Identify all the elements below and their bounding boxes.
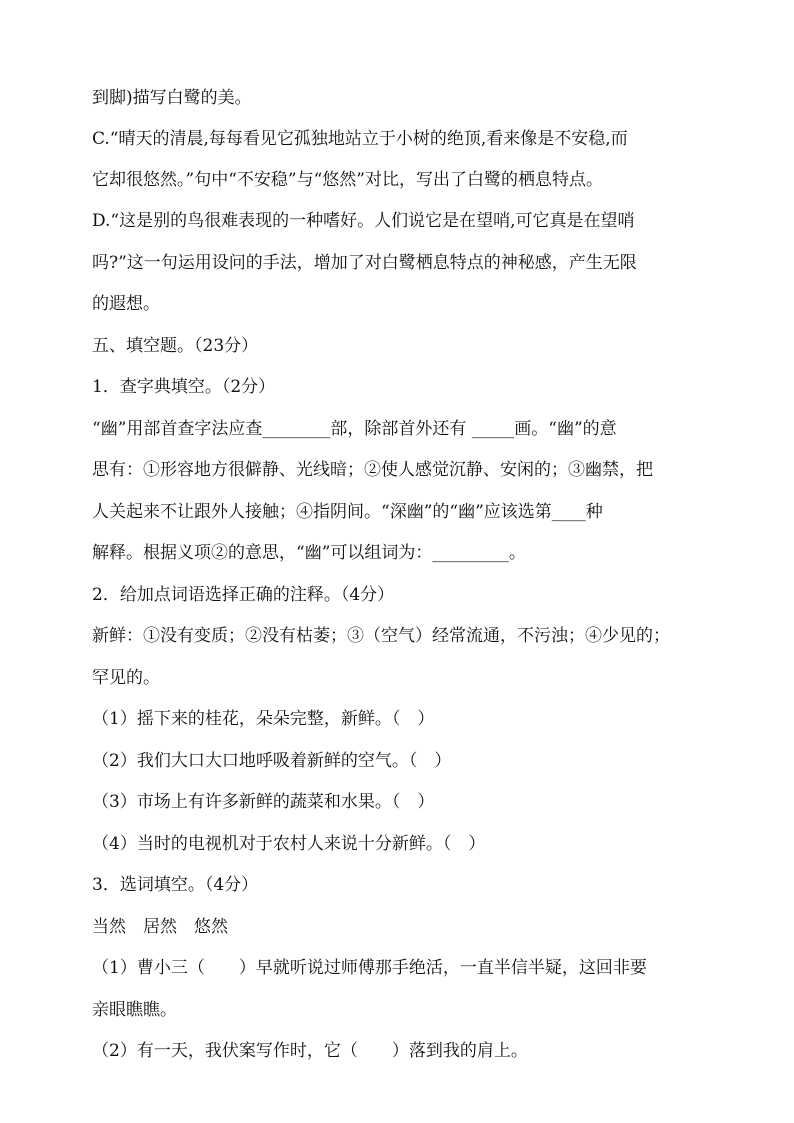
text-line: 到脚)描写白鹭的美。 [92, 88, 252, 108]
question-1-line-1: “幽”用部首查字法应查________部，除部首外还有 _____画。“幽”的意 [92, 419, 617, 439]
question-3-item-2: （2）有一天，我伏案写作时，它（ ）落到我的肩上。 [92, 1041, 528, 1061]
question-3-heading: 3．选词填空。（4分） [92, 875, 259, 895]
question-1-line-4: 解释。根据义项②的意思，“幽”可以组词为：_________。 [92, 543, 526, 563]
option-d-line-1: D.“这是别的鸟很难表现的一种嗜好。人们说它是在望哨,可它真是在望哨 [92, 211, 635, 231]
section-five-heading: 五、填空题。（23分） [92, 336, 259, 356]
question-3-word-bank: 当然 居然 悠然 [92, 917, 228, 937]
question-1-heading: 1．查字典填空。（2分） [92, 377, 276, 397]
question-1-line-2: 思有：①形容地方很僻静、光线暗；②使人感觉沉静、安闲的；③幽禁，把 [92, 460, 653, 480]
question-2-item-4: （4）当时的电视机对于农村人来说十分新鲜。（ ） [92, 834, 486, 854]
question-2-item-3: （3）市场上有许多新鲜的蔬菜和水果。（ ） [92, 792, 435, 812]
question-2-definition-line-2: 罕见的。 [92, 668, 160, 688]
question-2-item-1: （1）摇下来的桂花，朵朵完整，新鲜。（ ） [92, 709, 435, 729]
question-1-line-3: 人关起来不让跟外人接触；④指阴间。“深幽”的“幽”应该选第____种 [92, 502, 603, 522]
option-d-line-3: 的遐想。 [92, 294, 160, 314]
question-2-item-2: （2）我们大口大口地呼吸着新鲜的空气。（ ） [92, 751, 452, 771]
option-c-line-2: 它却很悠然。”句中“不安稳”与“悠然”对比，写出了白鹭的栖息特点。 [92, 170, 603, 190]
option-d-line-2: 吗?”这一句运用设问的手法，增加了对白鹭栖息特点的神秘感，产生无限 [92, 253, 637, 273]
question-2-definition-line-1: 新鲜：①没有变质；②没有枯萎；③（空气）经常流通，不污浊；④少见的； [92, 626, 670, 646]
question-3-item-1-line-2: 亲眼瞧瞧。 [92, 1000, 177, 1020]
question-2-heading: 2．给加点词语选择正确的注释。（4分） [92, 585, 395, 605]
question-3-item-1-line-1: （1）曹小三（ ）早就听说过师傅那手绝活，一直半信半疑，这回非要 [92, 958, 647, 978]
option-c-line-1: C.“晴天的清晨,每每看见它孤独地站立于小树的绝顶,看来像是不安稳,而 [92, 129, 628, 149]
